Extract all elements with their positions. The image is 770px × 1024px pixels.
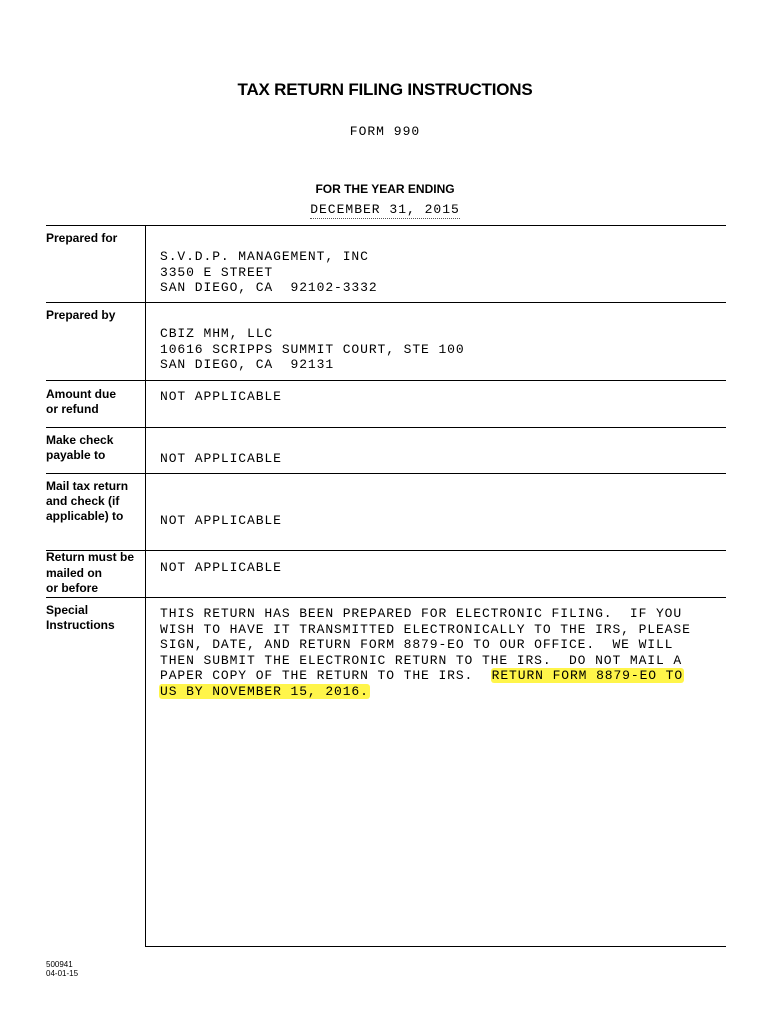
prepared-for-label: Prepared for [46, 231, 118, 245]
make-check-label-line2: payable to [46, 448, 106, 462]
divider-top [46, 225, 726, 226]
make-check-value: NOT APPLICABLE [160, 451, 282, 466]
highlighted-text-deadline: US BY NOVEMBER 15, 2016. [160, 683, 369, 699]
divider-mail-to [46, 473, 726, 474]
prepared-by-line1: CBIZ MHM, LLC [160, 326, 274, 341]
special-instructions-label-line1: Special [46, 603, 89, 617]
special-instructions-line1: THIS RETURN HAS BEEN PREPARED FOR ELECTRONIC FILING. IF YOU [160, 606, 683, 621]
document-title: TAX RETURN FILING INSTRUCTIONS [237, 80, 533, 99]
mail-to-label-line3: applicable) to [46, 509, 124, 523]
amount-due-label-line1: Amount due [46, 387, 116, 401]
mail-by-label-line1: Return must be [46, 550, 135, 564]
mail-by-label-line2: mailed on [46, 566, 103, 580]
divider-mail-by [46, 550, 726, 551]
mail-by-value: NOT APPLICABLE [160, 560, 282, 575]
prepared-for-line1: S.V.D.P. MANAGEMENT, INC [160, 249, 369, 264]
make-check-label-line1: Make check [46, 433, 114, 447]
mail-by-label-line3: or before [46, 581, 99, 595]
prepared-for-line3: SAN DIEGO, CA 92102-3332 [160, 280, 378, 295]
special-instructions-line3: SIGN, DATE, AND RETURN FORM 8879-EO TO OUR OFFICE. WE WILL [160, 637, 674, 652]
amount-due-value: NOT APPLICABLE [160, 389, 282, 404]
highlighted-text: RETURN FORM 8879-EO TO [491, 668, 684, 683]
divider-make-check [46, 427, 726, 428]
year-ending-date: DECEMBER 31, 2015 [310, 202, 460, 217]
special-instructions-label-line2: Instructions [46, 618, 115, 632]
divider-amount-due [46, 380, 726, 381]
mail-to-label-line1: Mail tax return [46, 479, 129, 493]
special-instructions-line6 [159, 684, 370, 700]
prepared-by-line3: SAN DIEGO, CA 92131 [160, 357, 335, 372]
special-instructions-line5 [160, 668, 684, 684]
special-instructions-line4: THEN SUBMIT THE ELECTRONIC RETURN TO THE IRS. DO NOT MAIL A [160, 652, 683, 668]
prepared-by-line2: 10616 SCRIPPS SUMMIT COURT, STE 100 [160, 341, 465, 357]
amount-due-label-line2: or refund [46, 402, 99, 416]
divider-bottom [145, 946, 726, 947]
mail-to-value: NOT APPLICABLE [160, 513, 282, 528]
year-ending-value [0, 202, 770, 217]
prepared-by-label: Prepared by [46, 308, 116, 322]
special-instructions-line5-text: PAPER COPY OF THE RETURN TO THE IRS. [160, 668, 491, 683]
footer-code: 500941 [46, 960, 73, 969]
prepared-for-line2: 3350 E STREET [160, 264, 274, 280]
divider-prepared-by [46, 302, 726, 303]
year-ending-label: FOR THE YEAR ENDING [315, 182, 455, 196]
form-number: FORM 990 [349, 124, 421, 139]
divider-special [46, 597, 726, 598]
mail-to-label-line2: and check (if [46, 494, 120, 508]
special-instructions-line2: WISH TO HAVE IT TRANSMITTED ELECTRONICALLY TO THE IRS, PLEASE [160, 621, 691, 637]
footer-date: 04-01-15 [46, 969, 79, 978]
